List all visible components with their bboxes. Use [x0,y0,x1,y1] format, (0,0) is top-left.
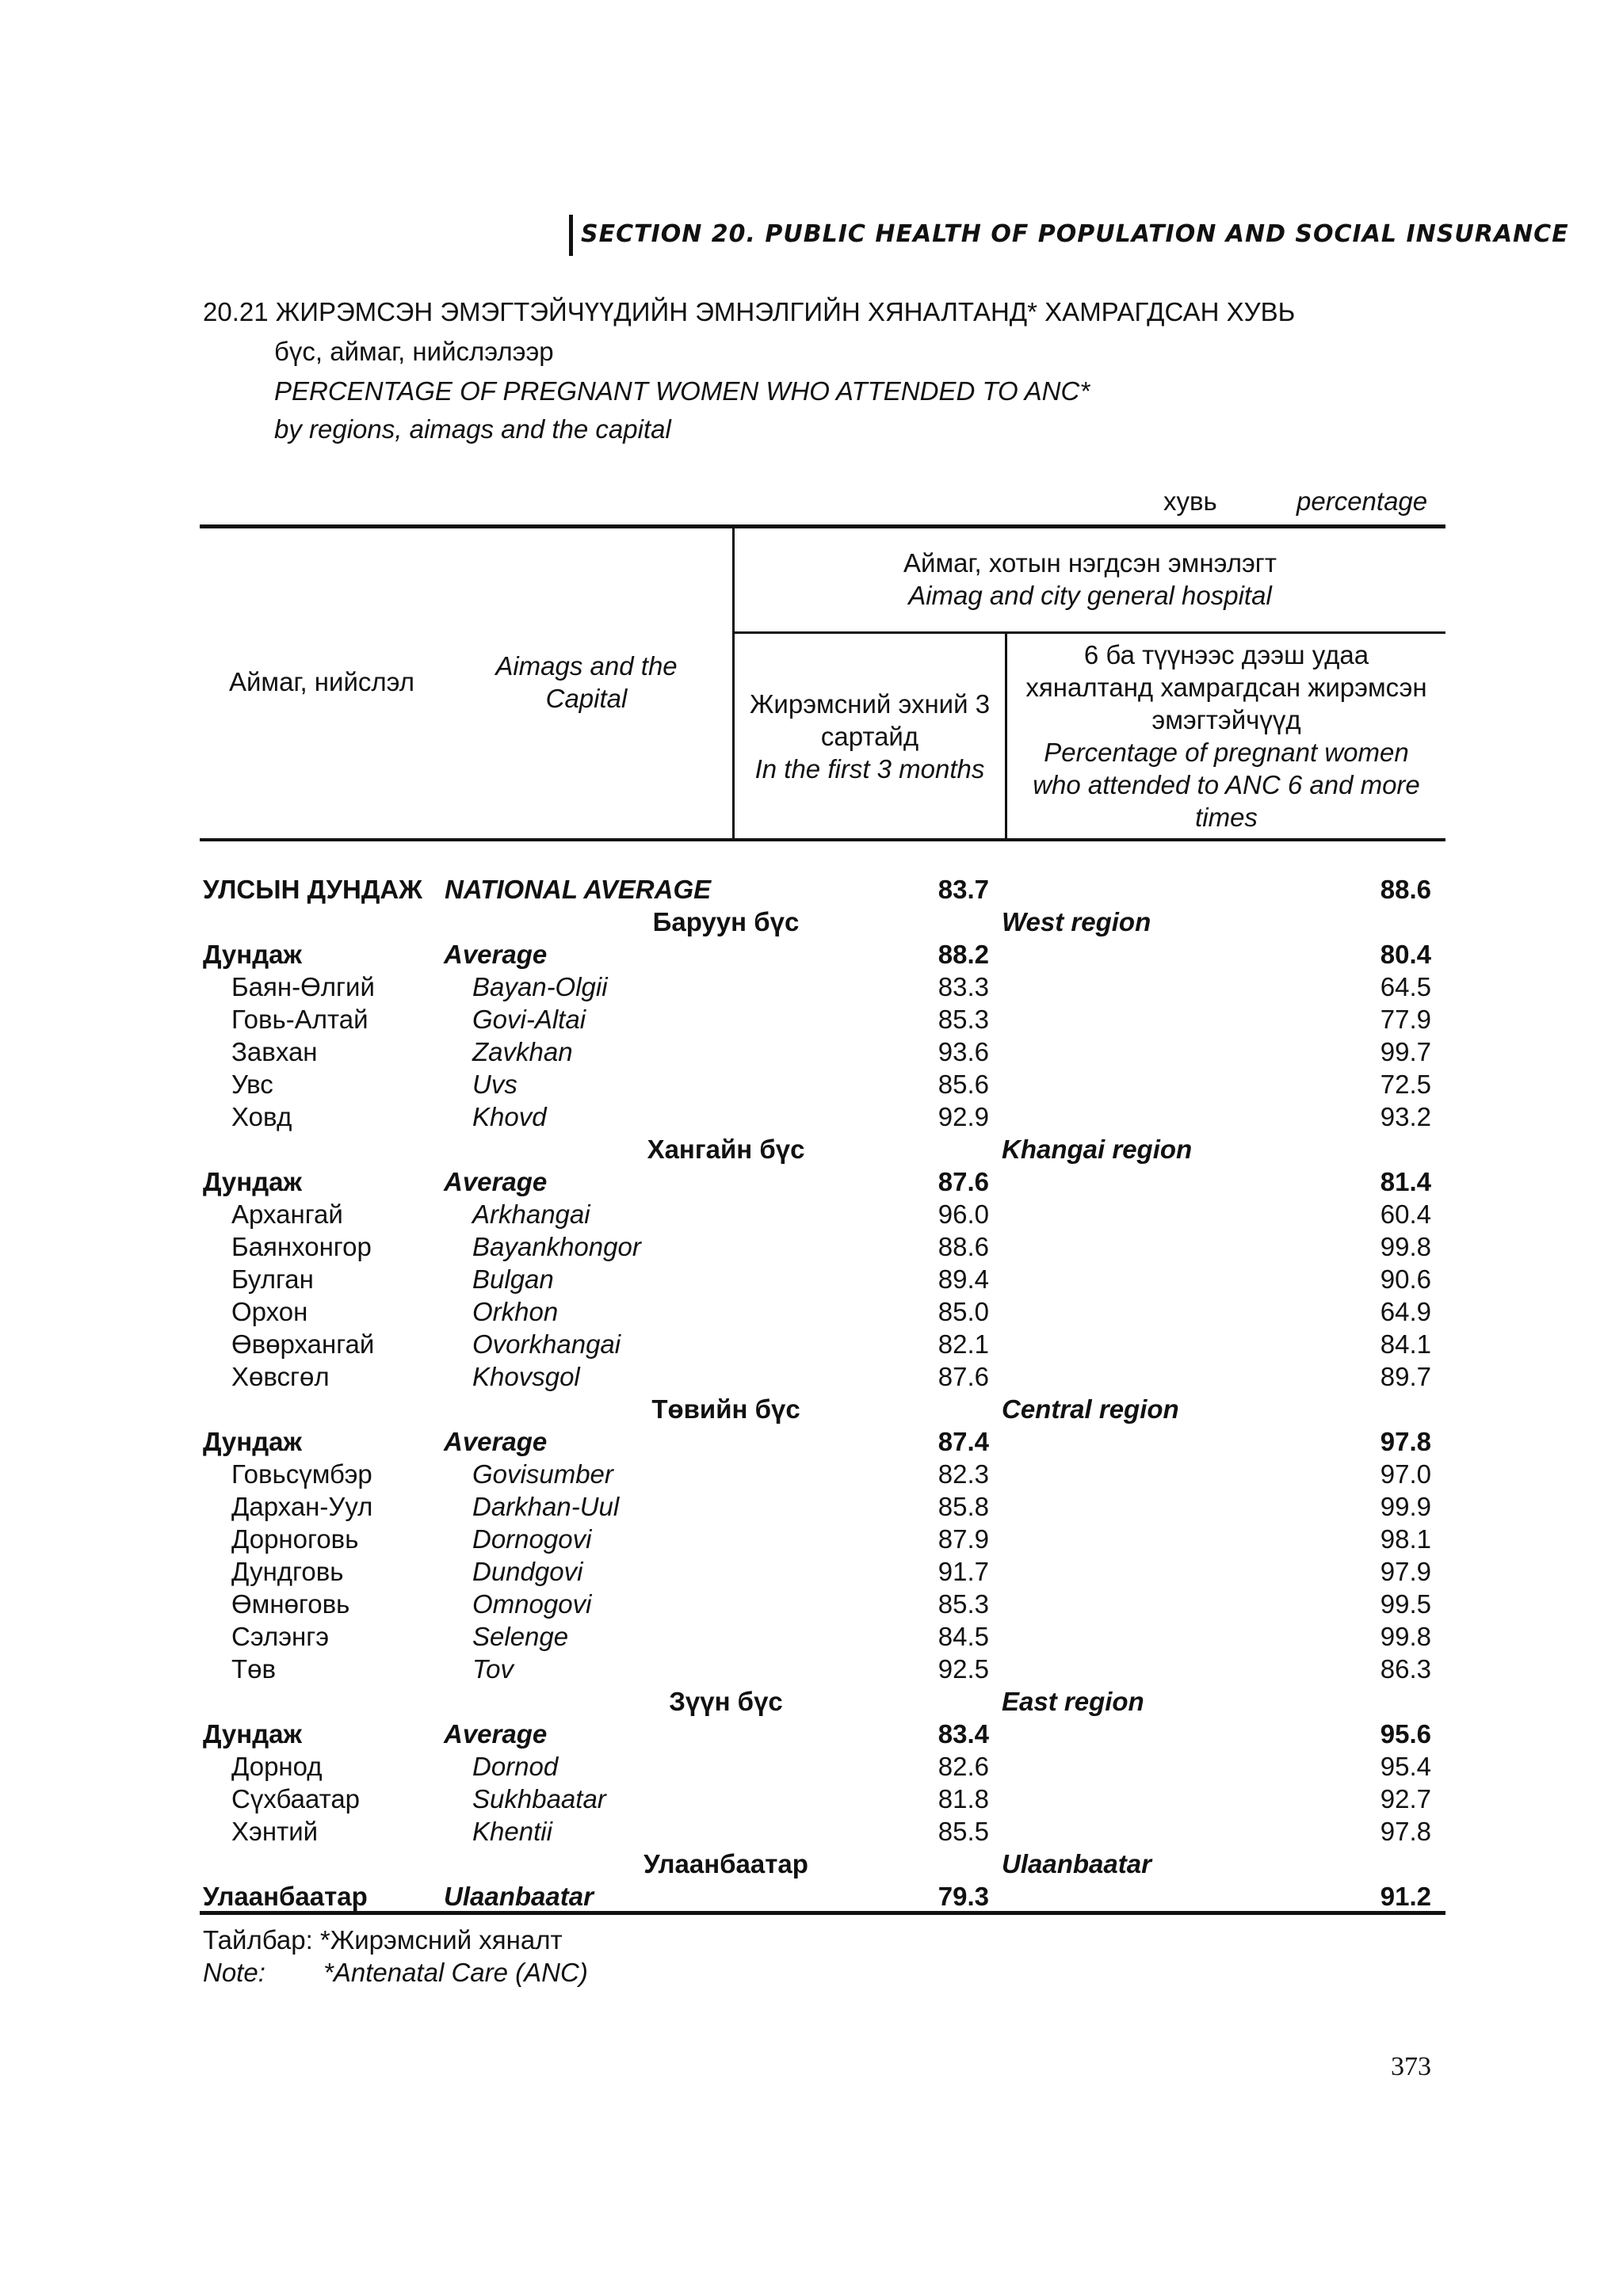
aimag-name-en: Sukhbaatar [472,1784,606,1814]
table-row-average [203,1165,1433,1198]
value-first-3-months: 89.4 [938,1264,989,1294]
value-first-3-months: 85.3 [938,1005,989,1034]
aimag-name-en: Selenge [472,1622,569,1651]
value-first-3-months: 82.1 [938,1329,989,1359]
region-header-row [203,1133,1433,1165]
table-row-average [203,1718,1433,1750]
note-mn-text: *Жирэмсний хяналт [319,1925,563,1955]
region-label-en: East region [1002,1687,1144,1716]
value-first-3-months: 92.9 [938,1102,989,1131]
table-row [203,1328,1433,1360]
header-c2-mn-1: 6 ба түүнээс дээш удаа [1083,640,1369,669]
average-value-anc-6: 95.6 [1380,1719,1431,1749]
value-first-3-months: 92.5 [938,1654,989,1684]
table-row [203,1783,1433,1815]
region-label-mn: Баруун бүс [652,907,800,936]
value-anc-6: 97.9 [1380,1557,1431,1586]
aimag-name-mn: Архангай [231,1199,343,1229]
average-value-first-3-months: 87.4 [938,1427,989,1456]
aimag-name-en: Tov [472,1654,514,1684]
value-anc-6: 64.5 [1380,972,1431,1001]
value-first-3-months: 82.3 [938,1459,989,1489]
value-anc-6: 99.7 [1380,1037,1431,1066]
value-first-3-months: 85.6 [938,1070,989,1099]
aimag-name-en: Ovorkhangai [472,1329,621,1359]
aimag-name-mn: Дорнод [231,1752,323,1781]
header-col-en-1: Aimags and the [495,651,678,681]
average-label-en: Average [444,940,548,969]
average-label-mn: Дундаж [203,1427,302,1456]
capital-value-first-3-months: 79.3 [938,1882,989,1911]
average-value-first-3-months: 87.6 [938,1167,989,1196]
table-row-capital [203,1880,1433,1913]
table-row [203,1295,1433,1328]
value-anc-6: 99.9 [1380,1492,1431,1521]
aimag-name-en: Uvs [472,1070,517,1099]
national-label-en: NATIONAL AVERAGE [445,875,712,904]
value-first-3-months: 85.0 [938,1297,989,1326]
aimag-name-en: Bayan-Olgii [472,972,608,1001]
table-row [203,1100,1433,1133]
aimag-name-mn: Өмнөговь [231,1589,350,1619]
value-anc-6: 60.4 [1380,1199,1431,1229]
aimag-name-mn: Дундговь [231,1557,344,1586]
table-row-average [203,938,1433,971]
header-col-en-2: Capital [545,684,628,713]
table-subtitle-mn: бүс, аймаг, нийслэлээр [274,337,554,366]
aimag-name-en: Bayankhongor [472,1232,641,1261]
table-row [203,1230,1433,1263]
header-c2-mn-2: хяналтанд хамрагдсан жирэмсэн [1025,673,1427,702]
region-label-mn: Хангайн бүс [647,1135,805,1164]
table-row [203,1003,1433,1035]
value-anc-6: 99.5 [1380,1589,1431,1619]
header-c1-en: In the first 3 months [754,754,985,784]
unit-mn: хувь [1163,486,1217,516]
aimag-name-mn: Увс [231,1070,273,1099]
note-en-text: *Antenatal Care (ANC) [323,1958,588,1987]
average-label-en: Average [444,1167,548,1196]
table-row [203,1588,1433,1620]
section-header-text: SECTION 20. PUBLIC HEALTH OF POPULATION AND SOCIAL INSURANCE [581,220,1569,248]
average-value-anc-6: 81.4 [1380,1167,1431,1196]
aimag-name-en: Arkhangai [472,1199,590,1229]
value-first-3-months: 88.6 [938,1232,989,1261]
table-row [203,1198,1433,1230]
region-label-en: Central region [1002,1394,1179,1424]
header-c2-en-2: who attended to ANC 6 and more [1033,770,1420,799]
value-first-3-months: 85.8 [938,1492,989,1521]
header-c2-en-1: Percentage of pregnant women [1044,738,1409,767]
table-row [203,1035,1433,1068]
region-label-en: West region [1002,907,1151,936]
aimag-name-mn: Төв [231,1654,277,1684]
national-value-first-3-months: 83.7 [938,875,989,904]
aimag-name-en: Dundgovi [472,1557,583,1586]
value-anc-6: 72.5 [1380,1070,1431,1099]
section-header [569,212,1569,260]
note-en [203,1956,588,1989]
value-first-3-months: 82.6 [938,1752,989,1781]
table-row [203,1653,1433,1685]
region-label-en: Khangai region [1002,1135,1193,1164]
aimag-name-mn: Сэлэнгэ [231,1622,330,1651]
header-group-rule [732,631,1445,634]
value-first-3-months: 85.5 [938,1817,989,1846]
value-first-3-months: 91.7 [938,1557,989,1586]
value-anc-6: 98.1 [1380,1524,1431,1554]
aimag-name-mn: Говьсүмбэр [231,1459,372,1489]
aimag-name-mn: Дорноговь [231,1524,359,1554]
table-row [203,1263,1433,1295]
header-col-mn: Аймаг, нийслэл [228,667,415,696]
aimag-name-mn: Ховд [231,1102,292,1131]
page-number: 373 [1391,2052,1431,2081]
header-c2-en-3: times [1195,803,1258,832]
average-value-anc-6: 80.4 [1380,940,1431,969]
aimag-name-en: Govi-Altai [472,1005,586,1034]
table-row [203,1458,1433,1490]
aimag-name-en: Darkhan-Uul [472,1492,620,1521]
aimag-name-mn: Завхан [231,1037,318,1066]
value-first-3-months: 85.3 [938,1589,989,1619]
aimag-name-en: Khovsgol [472,1362,580,1391]
aimag-name-mn: Орхон [231,1297,308,1326]
aimag-name-en: Khovd [472,1102,547,1131]
section-header-bar [569,215,573,256]
aimag-name-mn: Дархан-Уул [231,1492,373,1521]
region-label-en: Ulaanbaatar [1002,1849,1151,1878]
value-first-3-months: 87.6 [938,1362,989,1391]
aimag-name-en: Dornod [472,1752,559,1781]
average-value-first-3-months: 83.4 [938,1719,989,1749]
table-row [203,1555,1433,1588]
value-anc-6: 77.9 [1380,1005,1431,1034]
table-row [203,1815,1433,1848]
header-bottom-rule [200,838,1445,841]
aimag-name-mn: Сүхбаатар [231,1784,361,1814]
unit-en: percentage [1296,486,1428,516]
national-label-mn: УЛСЫН ДУНДАЖ [203,875,423,904]
aimag-name-en: Dornogovi [472,1524,592,1554]
header-c1-mn-2: сартайд [820,722,919,751]
value-anc-6: 95.4 [1380,1752,1431,1781]
average-label-mn: Дундаж [203,1167,302,1196]
value-anc-6: 86.3 [1380,1654,1431,1684]
average-label-en: Average [444,1427,548,1456]
note-mn-label: Тайлбар: [203,1925,313,1955]
region-header-row [203,906,1433,938]
aimag-name-mn: Говь-Алтай [231,1005,369,1034]
aimag-name-mn: Баянхонгор [231,1232,372,1261]
aimag-name-en: Bulgan [472,1264,554,1294]
region-label-mn: Зүүн бүс [669,1687,783,1716]
value-anc-6: 89.7 [1380,1362,1431,1391]
region-label-mn: Улаанбаатар [643,1849,808,1878]
average-value-first-3-months: 88.2 [938,940,989,969]
value-first-3-months: 96.0 [938,1199,989,1229]
table-row [203,1360,1433,1393]
average-label-mn: Дундаж [203,1719,302,1749]
value-anc-6: 97.0 [1380,1459,1431,1489]
value-anc-6: 93.2 [1380,1102,1431,1131]
value-first-3-months: 93.6 [938,1037,989,1066]
table-row [203,971,1433,1003]
table-title-mn: 20.21 ЖИРЭМСЭН ЭМЭГТЭЙЧҮҮДИЙН ЭМНЭЛГИЙН ХЯНАЛТАНД* ХАМРАГДСАН ХУВЬ [203,297,1296,326]
table-row-average [203,1425,1433,1458]
note-en-label: Note: [203,1958,265,1987]
table-row-national [203,873,1433,906]
aimag-name-mn: Булган [231,1264,314,1294]
aimag-name-en: Khentii [472,1817,552,1846]
aimag-name-en: Zavkhan [472,1037,573,1066]
value-first-3-months: 84.5 [938,1622,989,1651]
value-anc-6: 64.9 [1380,1297,1431,1326]
aimag-name-mn: Хөвсгөл [231,1362,330,1391]
national-value-anc-6: 88.6 [1380,875,1431,904]
region-header-row [203,1685,1433,1718]
average-label-en: Average [444,1719,548,1749]
header-group-mn: Аймаг, хотын нэгдсэн эмнэлэгт [903,548,1277,578]
table-bottom-rule [200,1911,1445,1915]
note-mn [203,1924,563,1956]
table-row [203,1750,1433,1783]
value-anc-6: 99.8 [1380,1622,1431,1651]
header-c1-mn-1: Жирэмсний эхний 3 [749,689,991,719]
table-subtitle-en: by regions, aimags and the capital [274,414,671,444]
capital-label-mn: Улаанбаатар [203,1882,368,1911]
value-first-3-months: 87.9 [938,1524,989,1554]
aimag-name-en: Govisumber [472,1459,613,1489]
region-header-row [203,1848,1433,1880]
aimag-name-en: Orkhon [472,1297,559,1326]
value-anc-6: 84.1 [1380,1329,1431,1359]
table-title-en: PERCENTAGE OF PREGNANT WOMEN WHO ATTENDED TO ANC* [274,376,1090,406]
table-row [203,1620,1433,1653]
region-label-mn: Төвийн бүс [651,1394,800,1424]
aimag-name-en: Omnogovi [472,1589,592,1619]
header-top-rule [200,524,1445,528]
aimag-name-mn: Өвөрхангай [231,1329,375,1359]
value-first-3-months: 81.8 [938,1784,989,1814]
table-row [203,1523,1433,1555]
aimag-name-mn: Баян-Өлгий [231,972,375,1001]
value-anc-6: 97.8 [1380,1817,1431,1846]
value-first-3-months: 83.3 [938,972,989,1001]
header-c2-mn-3: эмэгтэйчүүд [1151,705,1301,734]
capital-label-en: Ulaanbaatar [444,1882,594,1911]
value-anc-6: 99.8 [1380,1232,1431,1261]
capital-value-anc-6: 91.2 [1380,1882,1431,1911]
header-group-en: Aimag and city general hospital [908,581,1272,610]
region-header-row [203,1393,1433,1425]
average-value-anc-6: 97.8 [1380,1427,1431,1456]
aimag-name-mn: Хэнтий [231,1817,319,1846]
value-anc-6: 92.7 [1380,1784,1431,1814]
average-label-mn: Дундаж [203,940,302,969]
value-anc-6: 90.6 [1380,1264,1431,1294]
table-row [203,1490,1433,1523]
table-row [203,1068,1433,1100]
